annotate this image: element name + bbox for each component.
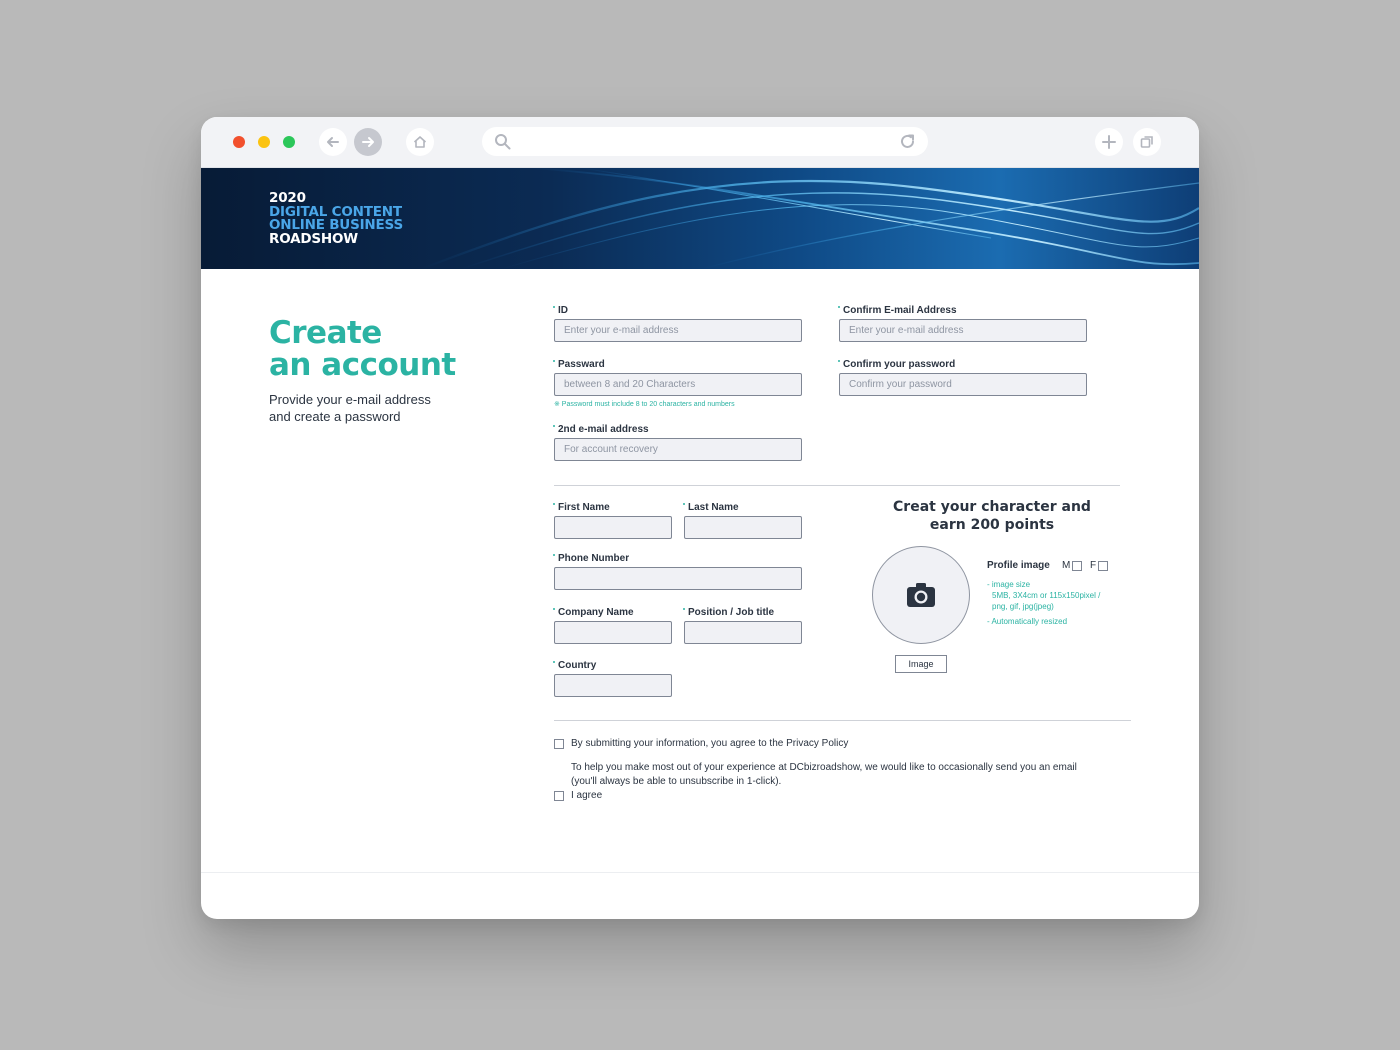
header-banner	[201, 168, 1199, 269]
page-title-line-1: Create	[269, 315, 382, 351]
arrow-right-icon	[360, 134, 376, 150]
new-tab-button[interactable]	[1095, 128, 1123, 156]
arrow-left-icon	[325, 134, 341, 150]
character-title-line-2: earn 200 points	[929, 517, 1055, 533]
page-subtitle	[269, 391, 456, 425]
page-subtitle-line-1: Provide your e-mail address	[269, 392, 431, 407]
page-title	[269, 317, 456, 381]
browser-toolbar	[201, 117, 1199, 168]
confirm-password-label: Confirm your password	[838, 359, 955, 370]
agree-checkbox[interactable]	[554, 791, 564, 801]
email-consent-info	[571, 761, 1077, 789]
last-name-label: Last Name	[683, 502, 739, 513]
banner-line-3: ONLINE BUSINESS	[269, 217, 403, 233]
last-name-input[interactable]	[684, 516, 802, 539]
email-consent-line-2: (you'll always be able to unsubscribe in 1-click).	[571, 776, 782, 787]
privacy-checkbox[interactable]	[554, 739, 564, 749]
plus-icon	[1101, 134, 1117, 150]
password-input[interactable]	[554, 373, 802, 396]
image-note-line-1: - image size	[987, 580, 1031, 589]
phone-label: Phone Number	[553, 553, 629, 564]
banner-line-2: DIGITAL CONTENT	[269, 203, 402, 220]
profile-image-label: Profile image	[987, 560, 1050, 571]
address-bar[interactable]	[482, 127, 928, 156]
privacy-consent-text: By submitting your information, you agree to the Privacy Policy	[571, 738, 849, 749]
male-checkbox[interactable]	[1072, 561, 1082, 571]
character-title	[881, 498, 1103, 534]
tabs-overview-button[interactable]	[1133, 128, 1161, 156]
first-name-input[interactable]	[554, 516, 672, 539]
first-name-label: First Name	[553, 502, 610, 513]
camera-icon	[906, 582, 936, 608]
back-button[interactable]	[319, 128, 347, 156]
country-label: Country	[553, 660, 596, 671]
forward-button[interactable]	[354, 128, 382, 156]
confirm-email-input[interactable]	[839, 319, 1087, 342]
phone-input[interactable]	[554, 567, 802, 590]
profile-image-placeholder[interactable]	[872, 546, 970, 644]
image-note-line-4: - Automatically resized	[987, 617, 1068, 626]
email-consent-line-1: To help you make most out of your experience at DCbizroadshow, we would like to occasionally send you an email	[571, 762, 1077, 773]
banner-year: 2020	[269, 190, 306, 206]
home-icon	[412, 134, 428, 150]
country-input[interactable]	[554, 674, 672, 697]
image-note-line-2: 5MB, 3X4cm or 115x150pixel /	[992, 591, 1101, 600]
search-icon	[494, 133, 511, 150]
password-hint: ※ Password must include 8 to 20 characters and numbers	[554, 401, 735, 408]
agree-label: I agree	[571, 790, 603, 801]
reload-icon[interactable]	[899, 133, 916, 150]
position-input[interactable]	[684, 621, 802, 644]
confirm-password-input[interactable]	[839, 373, 1087, 396]
page-title-line-2: an account	[269, 347, 456, 383]
close-window-button[interactable]	[233, 136, 245, 148]
position-label: Position / Job title	[683, 607, 774, 618]
character-title-line-1: Creat your character and	[893, 499, 1091, 515]
female-checkbox[interactable]	[1098, 561, 1108, 571]
consent-divider	[554, 720, 1131, 721]
section-divider	[554, 485, 1120, 486]
event-logo-text	[269, 192, 403, 246]
email2-label: 2nd e-mail address	[553, 424, 649, 435]
image-requirements	[987, 579, 1100, 627]
maximize-window-button[interactable]	[283, 136, 295, 148]
page-subtitle-line-2: and create a password	[269, 409, 401, 424]
company-label: Company Name	[553, 607, 634, 618]
female-label: F	[1090, 560, 1097, 571]
id-input[interactable]	[554, 319, 802, 342]
company-input[interactable]	[554, 621, 672, 644]
email2-input[interactable]	[554, 438, 802, 461]
browser-window	[201, 117, 1199, 919]
id-label: ID	[553, 305, 568, 316]
home-button[interactable]	[406, 128, 434, 156]
intro-section	[269, 317, 456, 425]
banner-line-4: ROADSHOW	[269, 230, 358, 247]
windows-icon	[1139, 134, 1155, 150]
minimize-window-button[interactable]	[258, 136, 270, 148]
confirm-email-label: Confirm E-mail Address	[838, 305, 957, 316]
male-label: M	[1062, 560, 1071, 571]
image-note-line-3: png, gif, jpg(jpeg)	[992, 602, 1054, 611]
password-label: Passward	[553, 359, 605, 370]
footer-divider	[201, 872, 1199, 873]
image-upload-button[interactable]: Image	[895, 655, 947, 673]
